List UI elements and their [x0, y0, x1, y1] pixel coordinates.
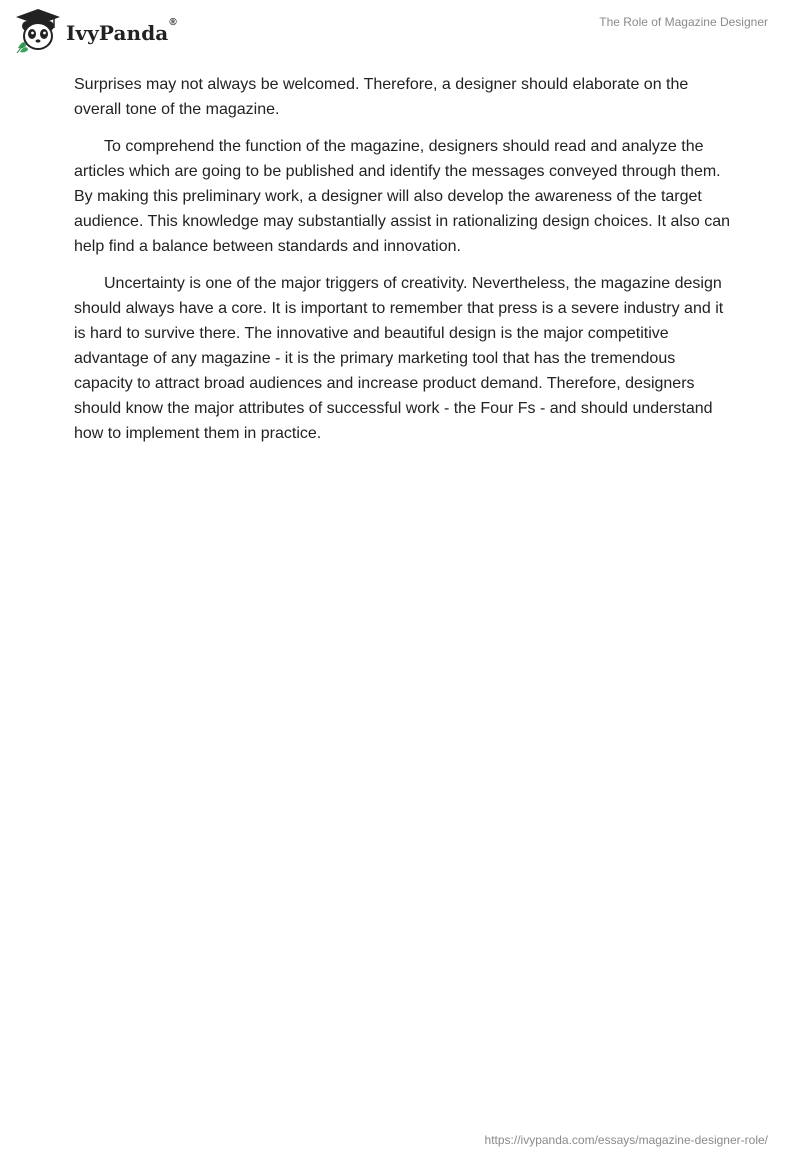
document-title: The Role of Magazine Designer — [599, 15, 768, 29]
brand-name: IvyPanda — [66, 21, 169, 45]
source-url-link[interactable]: https://ivypanda.com/essays/magazine-designer-role/ — [484, 1133, 768, 1147]
essay-body — [74, 72, 734, 458]
registered-mark: ® — [169, 16, 177, 28]
page-header — [0, 0, 800, 70]
paragraph: To comprehend the function of the magazine, designers should read and analyze the articles which are going to be published and identify the messages conveyed through them. By making this preliminary work, a designer will also develop the awareness of the target audience. This knowledge may substantially assist in rationalizing design choices. It also can help find a balance between standards and innovation. — [74, 138, 731, 255]
ivypanda-logo[interactable] — [14, 8, 177, 54]
panda-graduate-icon — [14, 8, 62, 54]
paragraph: Uncertainty is one of the major triggers of creativity. Nevertheless, the magazine design should always have a core. It is important to remember that press is a severe industry and it is hard to survive there. The innovative and beautiful design is the major competitive advantage of any magazine - it is the primary marketing tool that has the tremendous capacity to attract broad audiences and increase product demand. Therefore, designers should know the major attributes of successful work - the Four Fs - and should understand how to implement them in practice. — [74, 275, 724, 442]
paragraph: Surprises may not always be welcomed. Therefore, a designer should elaborate on the overall tone of the magazine. — [74, 76, 689, 118]
